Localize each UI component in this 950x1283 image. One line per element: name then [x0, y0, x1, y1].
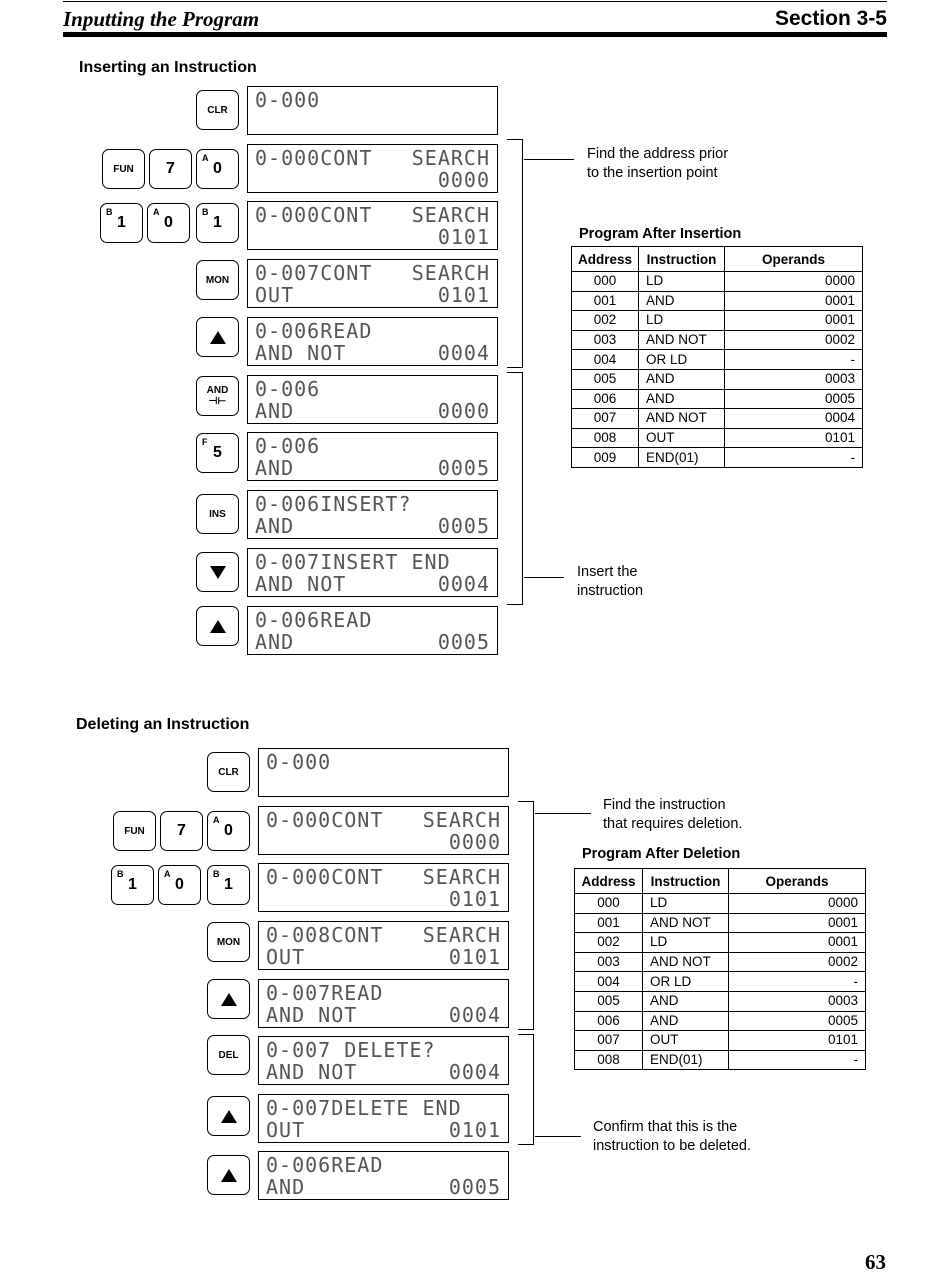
instruction-cell: LD	[643, 894, 729, 914]
display-text: 0-006READ	[255, 319, 373, 343]
up-arrow-icon	[221, 993, 237, 1006]
column-header: Operands	[725, 247, 863, 272]
address-cell: 007	[572, 409, 639, 429]
display-text: 0004	[448, 1003, 501, 1027]
address-cell: 006	[575, 1011, 643, 1031]
address-cell: 002	[575, 933, 643, 953]
address-cell: 003	[572, 330, 639, 350]
zero-key-sup: A	[213, 815, 220, 825]
display-line	[255, 631, 490, 653]
instruction-cell: OR LD	[639, 350, 725, 370]
step-bracket	[518, 1034, 534, 1145]
address-cell: 000	[572, 272, 639, 292]
display-text: SEARCH	[411, 146, 490, 170]
delete-section-title: Deleting an Instruction	[76, 716, 250, 733]
display-line	[266, 809, 501, 831]
address-cell: 005	[575, 991, 643, 1011]
seven-key-label: 7	[177, 822, 186, 839]
table-row	[575, 991, 866, 1011]
up-arrow-key[interactable]	[196, 606, 239, 646]
table-row	[572, 330, 863, 350]
operand-cell: 0005	[729, 1011, 866, 1031]
fun-key[interactable]	[113, 811, 156, 851]
display-text: 0-006INSERT?	[255, 492, 412, 516]
up-arrow-key[interactable]	[196, 317, 239, 357]
operand-cell: 0003	[725, 369, 863, 389]
display-line	[255, 400, 490, 422]
one-key-label: 1	[224, 876, 233, 893]
operand-cell: 0001	[729, 913, 866, 933]
up-arrow-key[interactable]	[207, 979, 250, 1019]
lcd-display	[247, 259, 498, 308]
display-text: 0005	[448, 1175, 501, 1199]
one-key[interactable]	[100, 203, 143, 243]
table-row	[572, 291, 863, 311]
address-cell: 008	[572, 428, 639, 448]
display-text: 0000	[448, 830, 501, 854]
table-row	[575, 933, 866, 953]
one-key-sup: B	[213, 869, 220, 879]
seven-key[interactable]	[149, 149, 192, 189]
up-arrow-icon	[210, 620, 226, 633]
display-line	[266, 1154, 501, 1176]
column-header: Address	[575, 869, 643, 894]
clr-key-label: CLR	[207, 104, 228, 116]
address-cell: 003	[575, 952, 643, 972]
address-cell: 000	[575, 894, 643, 914]
instruction-cell: AND	[639, 369, 725, 389]
column-header: Instruction	[639, 247, 725, 272]
instruction-cell: AND NOT	[643, 913, 729, 933]
one-key-sup: B	[202, 207, 209, 217]
display-line	[266, 1004, 501, 1026]
page-header-title: Inputting the Program	[63, 7, 260, 31]
note-line: that requires deletion.	[603, 815, 743, 832]
display-line	[255, 89, 490, 111]
contact-symbol-icon: ⊣⊢	[208, 396, 227, 407]
table-row	[575, 972, 866, 992]
instruction-cell: LD	[639, 311, 725, 331]
display-text: 0-006READ	[266, 1153, 384, 1177]
one-key[interactable]	[196, 203, 239, 243]
display-text: 0004	[448, 1060, 501, 1084]
leader-line	[524, 159, 574, 160]
note-find-instruction	[603, 796, 742, 833]
display-line	[255, 226, 490, 248]
display-text: 0-007 DELETE?	[266, 1038, 436, 1062]
operand-cell: 0101	[729, 1031, 866, 1051]
del-key[interactable]	[207, 1035, 250, 1075]
operand-cell: 0004	[725, 409, 863, 429]
display-text: 0101	[448, 887, 501, 911]
address-cell: 001	[572, 291, 639, 311]
lcd-display	[258, 1094, 509, 1143]
table-row	[575, 913, 866, 933]
lcd-display	[247, 548, 498, 597]
display-line	[255, 204, 490, 226]
display-text: 0-006	[255, 377, 321, 401]
display-text: AND NOT	[266, 1060, 358, 1084]
display-line	[255, 515, 490, 537]
column-header: Address	[572, 247, 639, 272]
table-row	[575, 1011, 866, 1031]
display-text: 0004	[437, 572, 490, 596]
header-top-rule	[63, 1, 887, 2]
table-header-row	[575, 869, 866, 894]
display-text: SEARCH	[411, 203, 490, 227]
display-text: AND NOT	[255, 341, 347, 365]
zero-key-sup: A	[202, 153, 209, 163]
display-text: SEARCH	[422, 808, 501, 832]
mon-key-label: MON	[205, 274, 230, 286]
note-insert-instruction	[577, 563, 643, 600]
lcd-display	[247, 86, 498, 135]
note-line: instruction to be deleted.	[593, 1137, 751, 1154]
up-arrow-key[interactable]	[207, 1096, 250, 1136]
note-line: to the insertion point	[587, 164, 718, 181]
program-after-insertion-table	[571, 246, 863, 468]
operand-cell: 0002	[725, 330, 863, 350]
zero-key-label: 0	[175, 876, 184, 893]
and-key-label: AND	[206, 385, 229, 396]
instruction-cell: AND NOT	[639, 330, 725, 350]
display-text: 0000	[437, 399, 490, 423]
instruction-cell: END(01)	[639, 448, 725, 468]
table-row	[575, 1050, 866, 1070]
zero-key-label: 0	[224, 822, 233, 839]
display-line	[266, 924, 501, 946]
address-cell: 008	[575, 1050, 643, 1070]
lcd-display	[247, 201, 498, 250]
display-line	[255, 609, 490, 631]
table-row	[572, 448, 863, 468]
lcd-display	[258, 1151, 509, 1200]
table-row	[572, 428, 863, 448]
five-key-sup: F	[202, 437, 208, 447]
program-after-deletion-table	[574, 868, 866, 1070]
display-text: 0101	[437, 283, 490, 307]
display-text: OUT	[266, 945, 306, 969]
display-text: 0-007CONT	[255, 261, 373, 285]
display-line	[266, 751, 501, 773]
table-row	[575, 1031, 866, 1051]
and-key[interactable]	[196, 376, 239, 416]
mon-key[interactable]	[196, 260, 239, 300]
column-header: Instruction	[643, 869, 729, 894]
one-key-label: 1	[117, 214, 126, 231]
display-text: 0-007READ	[266, 981, 384, 1005]
display-line	[266, 1061, 501, 1083]
address-cell: 002	[572, 311, 639, 331]
display-text: 0005	[437, 630, 490, 654]
instruction-cell: LD	[643, 933, 729, 953]
operand-cell: 0000	[725, 272, 863, 292]
address-cell: 001	[575, 913, 643, 933]
seven-key-label: 7	[166, 160, 175, 177]
lcd-display	[247, 432, 498, 481]
clr-key-label: CLR	[218, 766, 239, 778]
one-key-sup: B	[117, 869, 124, 879]
one-key-label: 1	[213, 214, 222, 231]
display-line	[255, 111, 490, 133]
display-line	[255, 573, 490, 595]
table-row	[572, 409, 863, 429]
display-text: 0-000CONT	[255, 203, 373, 227]
display-line	[255, 493, 490, 515]
lcd-display	[247, 144, 498, 193]
operand-cell: -	[729, 972, 866, 992]
display-text: 0-007DELETE END	[266, 1096, 462, 1120]
zero-key-sup: A	[153, 207, 160, 217]
instruction-cell: OUT	[643, 1031, 729, 1051]
operand-cell: -	[729, 1050, 866, 1070]
operand-cell: 0002	[729, 952, 866, 972]
lcd-display	[258, 806, 509, 855]
address-cell: 004	[575, 972, 643, 992]
fun-key[interactable]	[102, 149, 145, 189]
display-text: AND	[255, 514, 295, 538]
lcd-display	[258, 748, 509, 797]
ins-key[interactable]	[196, 494, 239, 534]
display-line	[255, 551, 490, 573]
display-text: 0-000CONT	[266, 865, 384, 889]
zero-key-label: 0	[164, 214, 173, 231]
display-line	[266, 888, 501, 910]
del-key-label: DEL	[218, 1049, 239, 1061]
address-cell: 004	[572, 350, 639, 370]
leader-line	[524, 577, 564, 578]
page-header-section: Section 3-5	[774, 7, 887, 30]
display-line	[255, 457, 490, 479]
fun-key-label: FUN	[124, 825, 145, 837]
leader-line	[535, 813, 591, 814]
display-text: SEARCH	[411, 261, 490, 285]
table-row	[572, 369, 863, 389]
instruction-cell: AND	[639, 291, 725, 311]
lcd-display	[258, 921, 509, 970]
display-line	[255, 342, 490, 364]
instruction-cell: OUT	[639, 428, 725, 448]
address-cell: 007	[575, 1031, 643, 1051]
table-row	[572, 389, 863, 409]
column-header: Operands	[729, 869, 866, 894]
instruction-cell: OR LD	[643, 972, 729, 992]
lcd-display	[247, 375, 498, 424]
display-line	[266, 1039, 501, 1061]
step-bracket	[507, 372, 523, 605]
table-header-row	[572, 247, 863, 272]
display-text: AND	[255, 456, 295, 480]
operand-cell: 0101	[725, 428, 863, 448]
display-text: SEARCH	[422, 923, 501, 947]
note-line: Find the address prior	[587, 146, 729, 162]
table-row	[572, 350, 863, 370]
operand-cell: -	[725, 350, 863, 370]
delete-table-title: Program After Deletion	[582, 846, 741, 862]
display-text: 0-006	[255, 434, 321, 458]
instruction-cell: LD	[639, 272, 725, 292]
display-text: 0004	[437, 341, 490, 365]
mon-key-label: MON	[216, 936, 241, 948]
insert-table-title: Program After Insertion	[579, 226, 742, 242]
display-text: 0-006READ	[255, 608, 373, 632]
display-line	[266, 1097, 501, 1119]
display-line	[266, 1119, 501, 1141]
insert-section-title: Inserting an Instruction	[79, 59, 257, 76]
up-arrow-key[interactable]	[207, 1155, 250, 1195]
zero-key-sup: A	[164, 869, 171, 879]
zero-key[interactable]	[147, 203, 190, 243]
note-line: Confirm that this is the	[593, 1119, 738, 1135]
display-text: AND NOT	[266, 1003, 358, 1027]
display-line	[266, 982, 501, 1004]
display-text: 0101	[437, 225, 490, 249]
address-cell: 006	[572, 389, 639, 409]
operand-cell: 0003	[729, 991, 866, 1011]
display-text: 0-007INSERT END	[255, 550, 451, 574]
lcd-display	[258, 1036, 509, 1085]
clr-key[interactable]	[196, 90, 239, 130]
display-line	[255, 435, 490, 457]
instruction-cell: AND	[643, 991, 729, 1011]
display-line	[255, 147, 490, 169]
display-text: 0-000	[255, 88, 321, 112]
table-row	[572, 311, 863, 331]
display-line	[255, 378, 490, 400]
note-line: instruction	[577, 582, 644, 599]
seven-key[interactable]	[160, 811, 203, 851]
display-text: OUT	[266, 1118, 306, 1142]
display-line	[255, 262, 490, 284]
table-row	[575, 952, 866, 972]
lcd-display	[247, 317, 498, 366]
step-bracket	[518, 801, 534, 1030]
up-arrow-icon	[221, 1110, 237, 1123]
display-text: 0-000	[266, 750, 332, 774]
mon-key[interactable]	[207, 922, 250, 962]
display-line	[255, 284, 490, 306]
operand-cell: 0001	[729, 933, 866, 953]
instruction-cell: AND NOT	[643, 952, 729, 972]
display-line	[266, 946, 501, 968]
display-line	[266, 773, 501, 795]
table-row	[575, 894, 866, 914]
display-line	[266, 866, 501, 888]
display-text: 0005	[437, 456, 490, 480]
display-text: AND NOT	[255, 572, 347, 596]
page-number: 63	[865, 1250, 886, 1274]
lcd-display	[258, 863, 509, 912]
display-text: AND	[255, 399, 295, 423]
display-text: SEARCH	[422, 865, 501, 889]
display-text: 0101	[448, 1118, 501, 1142]
down-arrow-icon	[210, 566, 226, 579]
display-line	[266, 831, 501, 853]
five-key[interactable]	[196, 433, 239, 473]
table-row	[572, 272, 863, 292]
display-text: 0005	[437, 514, 490, 538]
display-line	[255, 320, 490, 342]
display-text: 0101	[448, 945, 501, 969]
display-line	[255, 169, 490, 191]
operand-cell: 0000	[729, 894, 866, 914]
note-confirm-deletion	[593, 1118, 751, 1155]
operand-cell: 0001	[725, 311, 863, 331]
lcd-display	[247, 606, 498, 655]
zero-key[interactable]	[158, 865, 201, 905]
lcd-display	[247, 490, 498, 539]
operand-cell: 0005	[725, 389, 863, 409]
leader-line	[535, 1136, 581, 1137]
operand-cell: 0001	[725, 291, 863, 311]
note-line: Find the instruction	[603, 797, 726, 813]
instruction-cell: AND	[639, 389, 725, 409]
note-find-address	[587, 145, 728, 182]
one-key-label: 1	[128, 876, 137, 893]
instruction-cell: AND NOT	[639, 409, 725, 429]
display-text: AND	[266, 1175, 306, 1199]
display-text: OUT	[255, 283, 295, 307]
header-rule	[63, 32, 887, 37]
down-arrow-key[interactable]	[196, 552, 239, 592]
lcd-display	[258, 979, 509, 1028]
up-arrow-icon	[210, 331, 226, 344]
display-text: 0-000CONT	[266, 808, 384, 832]
clr-key[interactable]	[207, 752, 250, 792]
zero-key-label: 0	[213, 160, 222, 177]
operand-cell: -	[725, 448, 863, 468]
instruction-cell: END(01)	[643, 1050, 729, 1070]
one-key[interactable]	[111, 865, 154, 905]
display-text: 0000	[437, 168, 490, 192]
display-text: 0-008CONT	[266, 923, 384, 947]
zero-key[interactable]	[207, 811, 250, 851]
display-text: AND	[255, 630, 295, 654]
display-line	[266, 1176, 501, 1198]
address-cell: 009	[572, 448, 639, 468]
one-key[interactable]	[207, 865, 250, 905]
instruction-cell: AND	[643, 1011, 729, 1031]
fun-key-label: FUN	[113, 163, 134, 175]
one-key-sup: B	[106, 207, 113, 217]
step-bracket	[507, 139, 523, 368]
note-line: Insert the	[577, 564, 638, 580]
address-cell: 005	[572, 369, 639, 389]
display-text: 0-000CONT	[255, 146, 373, 170]
five-key-label: 5	[213, 444, 222, 461]
ins-key-label: INS	[209, 508, 226, 520]
up-arrow-icon	[221, 1169, 237, 1182]
zero-key[interactable]	[196, 149, 239, 189]
